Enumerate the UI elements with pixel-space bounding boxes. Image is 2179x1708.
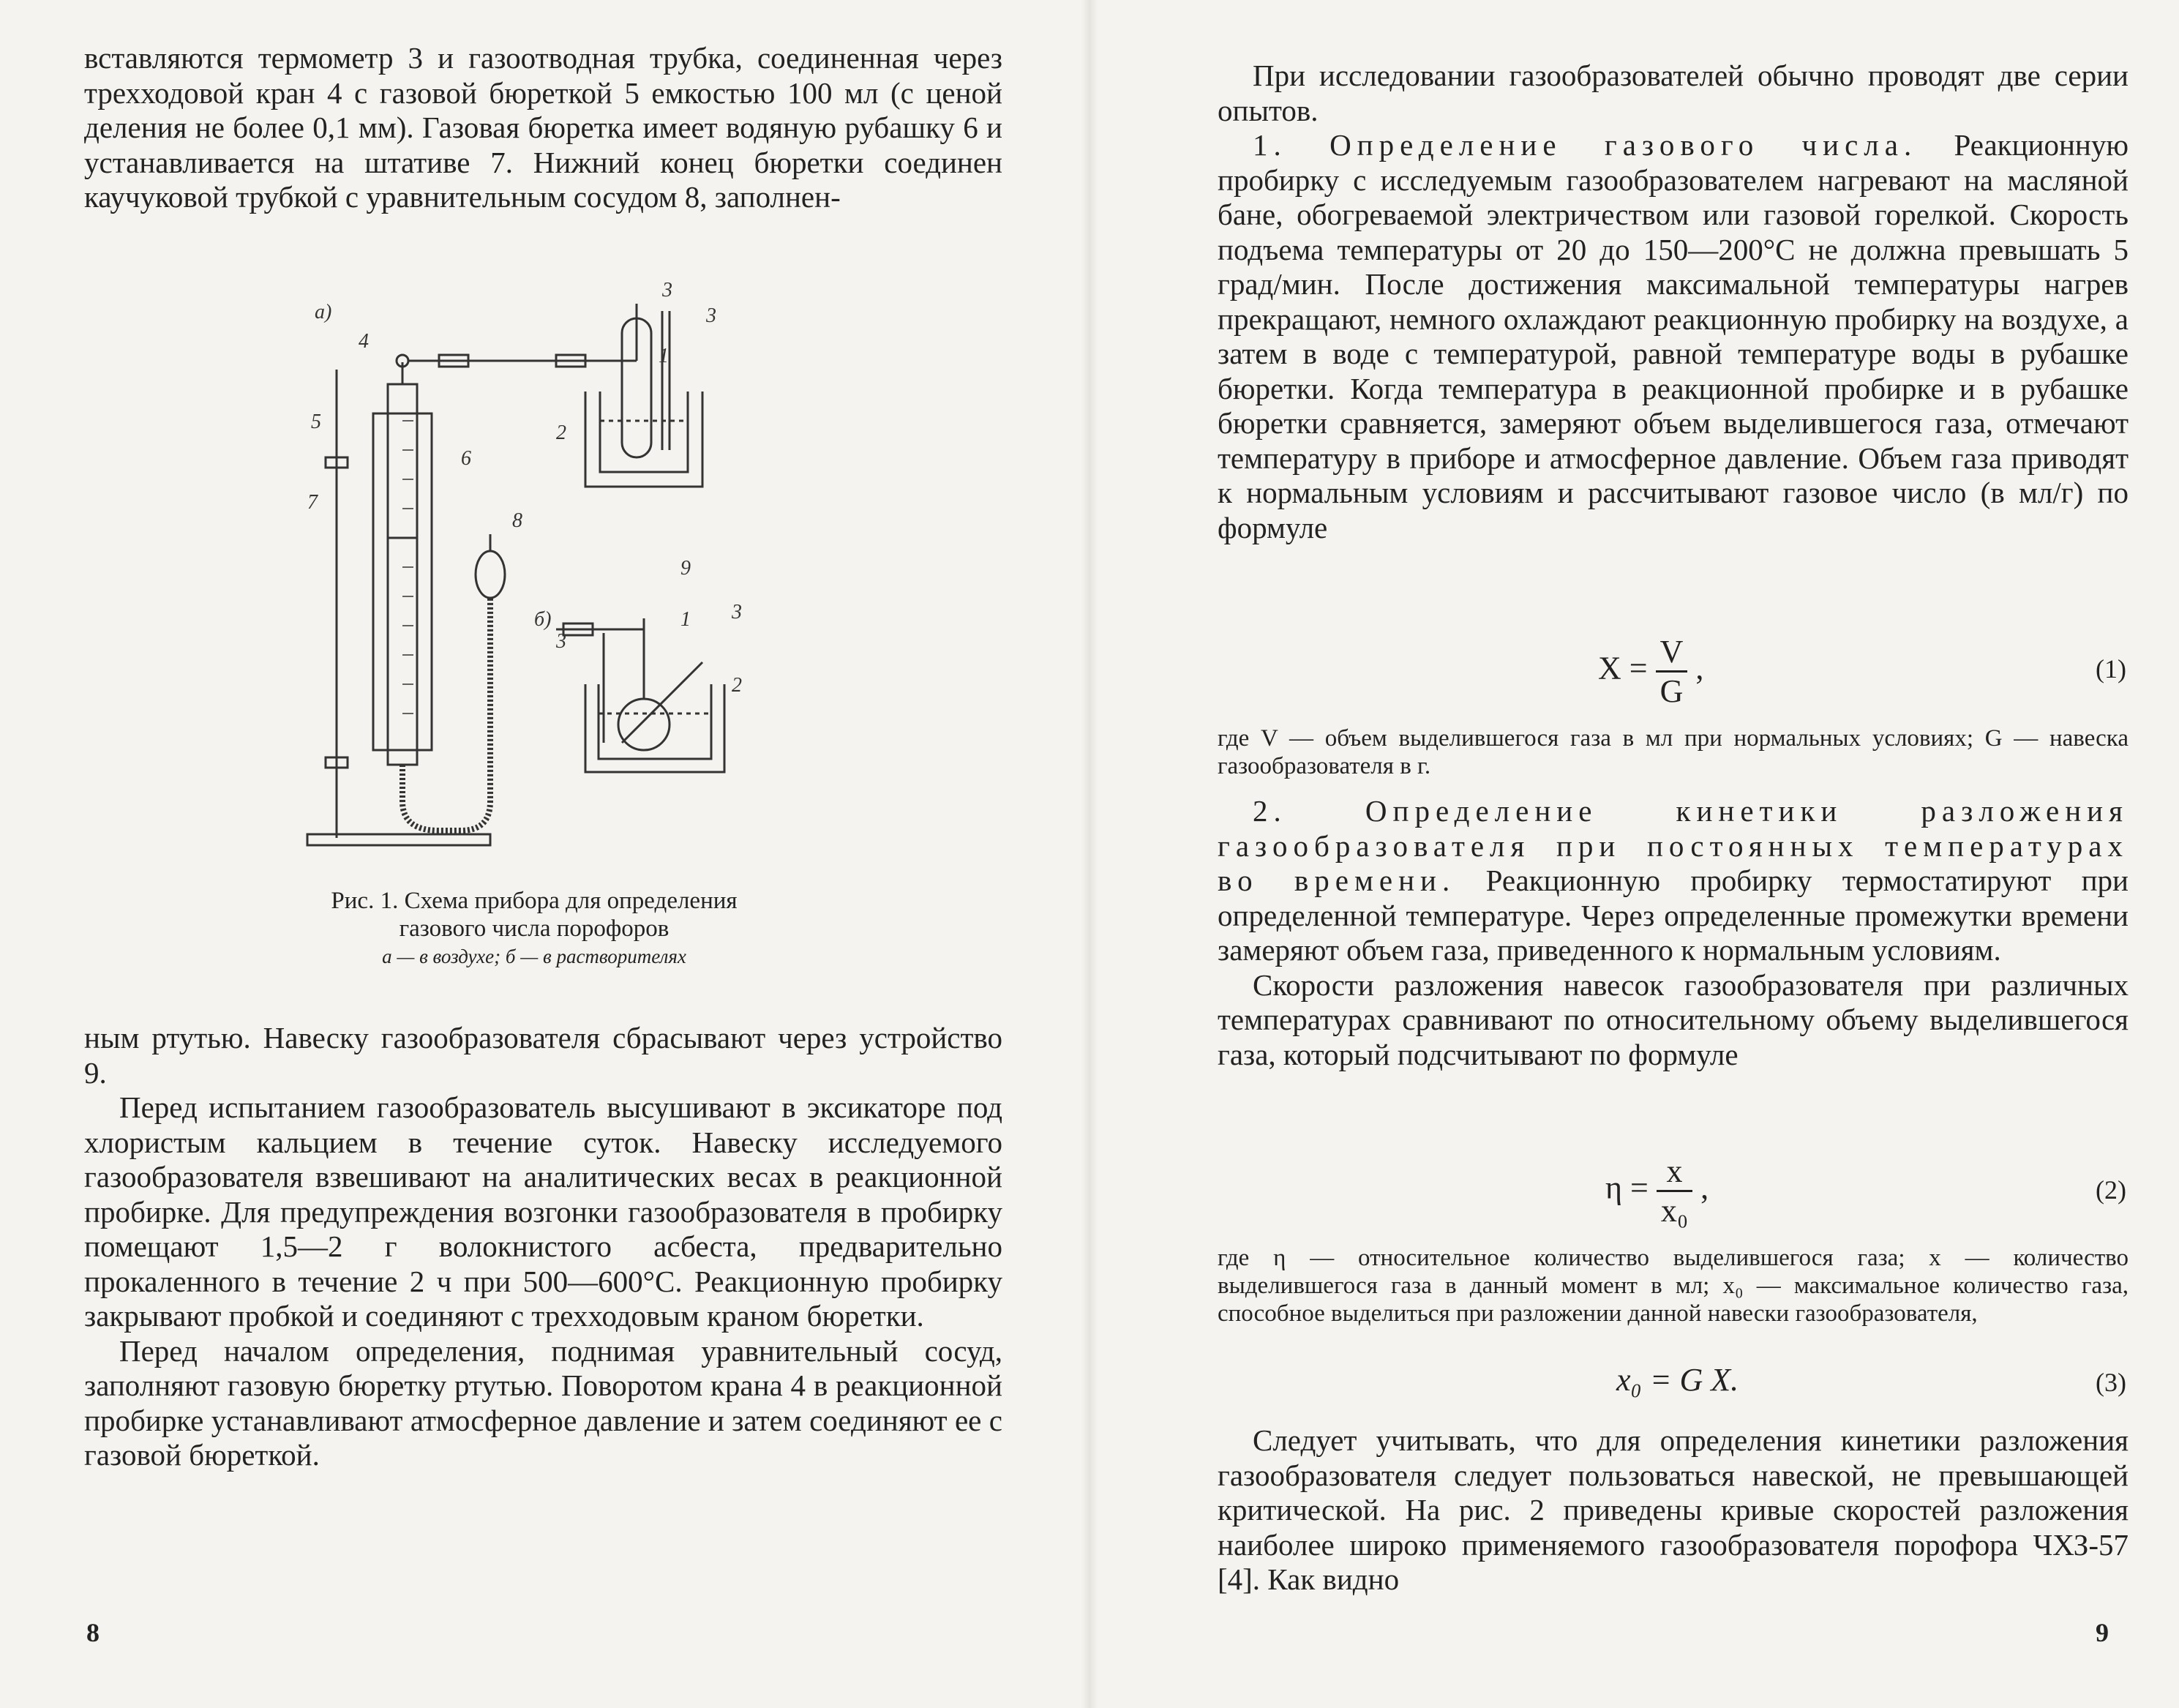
- figure-caption: Рис. 1. Схема прибора для определения газового числа порофоров а — в воздухе; б — в растворителях: [331, 888, 738, 967]
- right-text-bottom: Следует учитывать, что для определения кинетики разложения газообразователя следует пользоваться навеской, не превышающей критической. На рис. 2 приведены кривые скоростей разложения наиболее широко применяемого газообразователя порофора ЧХЗ-57 [4]. Как видно: [1218, 1423, 2129, 1596]
- label-3b: 3: [706, 304, 716, 327]
- label-1b: 1: [680, 608, 691, 631]
- apparatus-diagram: [293, 274, 849, 860]
- fig-label-b: б): [534, 608, 552, 631]
- label-8: 8: [512, 509, 522, 532]
- label-7: 7: [307, 491, 318, 514]
- equation-number-2: (2): [2096, 1175, 2126, 1205]
- label-3d: 3: [732, 601, 742, 623]
- equation-number-1: (1): [2096, 654, 2126, 683]
- reaction-flask-b: [618, 699, 670, 750]
- label-1a: 1: [659, 345, 669, 367]
- burette: [388, 384, 417, 765]
- page-number-left: 8: [86, 1618, 100, 1647]
- stand-base: [307, 834, 490, 845]
- formula-1: X = $\frac{V}{G}$ ,: [1598, 634, 1704, 709]
- label-4: 4: [359, 330, 369, 353]
- fig-label-a: a): [315, 301, 332, 323]
- label-3a: 3: [662, 279, 672, 301]
- heading-gas-number: 1. Определение газового числа.: [1253, 128, 1918, 162]
- formula-2: η = $\frac{x}{\text{x₀}}$ ,: [1605, 1153, 1709, 1229]
- label-2b: 2: [732, 674, 742, 697]
- right-text-middle: 2. Определение кинетики разложения газообразователя при постоянных температурах во времени. Реакционную пробирку термостатируют при определенной температуре. Через определенные промежутки времени замеряют объем газа, приведенного к нормальным условиям. Скорости разложения навесок газообразователя при различных температурах сравнивают по относительному объему выделившегося газа, который подсчитывают по формуле: [1218, 794, 2129, 1071]
- label-6: 6: [461, 447, 471, 470]
- page-number-right: 9: [2096, 1618, 2109, 1647]
- heading-kinetics: 2. Определение кинетики разложения газообразователя при постоянных температурах во времени.: [1218, 794, 2129, 897]
- where-note-2: где η — относительное количество выделившегося газа; x — количество выделившегося газа в данный момент в мл; x₀ — максимальное количество газа, способное выделиться при разложении данной навески газообразователя,: [1218, 1245, 2129, 1327]
- right-page: [1090, 0, 2179, 1708]
- label-9: 9: [680, 557, 691, 580]
- leveling-vessel: [476, 551, 505, 598]
- label-5: 5: [311, 411, 321, 433]
- equation-number-3: (3): [2096, 1368, 2126, 1397]
- label-3c: 3: [556, 630, 566, 653]
- where-note-1: где V — объем выделившегося газа в мл при нормальных условиях; G — навеска газообразователя в г.: [1218, 725, 2129, 779]
- formula-3: x₀ = G X.: [1616, 1362, 1739, 1398]
- label-2a: 2: [556, 422, 566, 444]
- water-jacket: [373, 413, 432, 750]
- left-paragraphs-bottom: ным ртутью. Навеску газообразователя сбрасывают через устройство 9. Перед испытанием газообразователь высушивают в эксикаторе под хлористым кальцием в течение суток. Навеску исследуемого газообразователя взвешивают на аналитических весах в реакционной пробирке. Для предупреждения возгонки газообразователя в пробирку помещают 1,5—2 г волокнистого асбеста, предварительно прокаленного в течение 2 ч при 500—600°С. Реакционную пробирку закрывают пробкой и соединяют с трехходовым краном бюретки. Перед началом определения, поднимая уравнительный сосуд, заполняют газовую бюретку ртутью. Поворотом крана 4 в реакционной пробирке устанавливают атмосферное давление и затем соединяют ее с газовой бюреткой.: [84, 1021, 1002, 1472]
- right-text-top: При исследовании газообразователей обычно проводят две серии опытов. 1. Определение газового числа. Реакционную пробирку с исследуемым газообразователем нагревают на масляной бане, обогреваемой электричеством или газовой горелкой. Скорость подъема температуры от 20 до 150—200°С не должна превышать 5 град/мин. После достижения максимальной температуры нагрев прекращают, немного охлаждают реакционную пробирку на воздухе, а затем в воде с температурой, равной температуре воды в рубашке бюретки. Когда температура в реакционной пробирке и в рубашке бюретки сравняется, замеряют объем выделившегося газа, отмечают температуру в приборе и атмосферное давление. Объем газа приводят к нормальным условиям и рассчитывают газовое число (в мл/г) по формуле: [1218, 59, 2129, 544]
- left-paragraph-top: вставляются термометр 3 и газоотводная трубка, соединенная через трехходовой кран 4 с газовой бюреткой 5 емкостью 100 мл (с ценой деления не более 0,1 мм). Газовая бюретка имеет водяную рубашку 6 и устанавливается на штативе 7. Нижний конец бюретки соединен каучуковой трубкой с уравнительным сосудом 8, заполнен-: [84, 41, 1002, 214]
